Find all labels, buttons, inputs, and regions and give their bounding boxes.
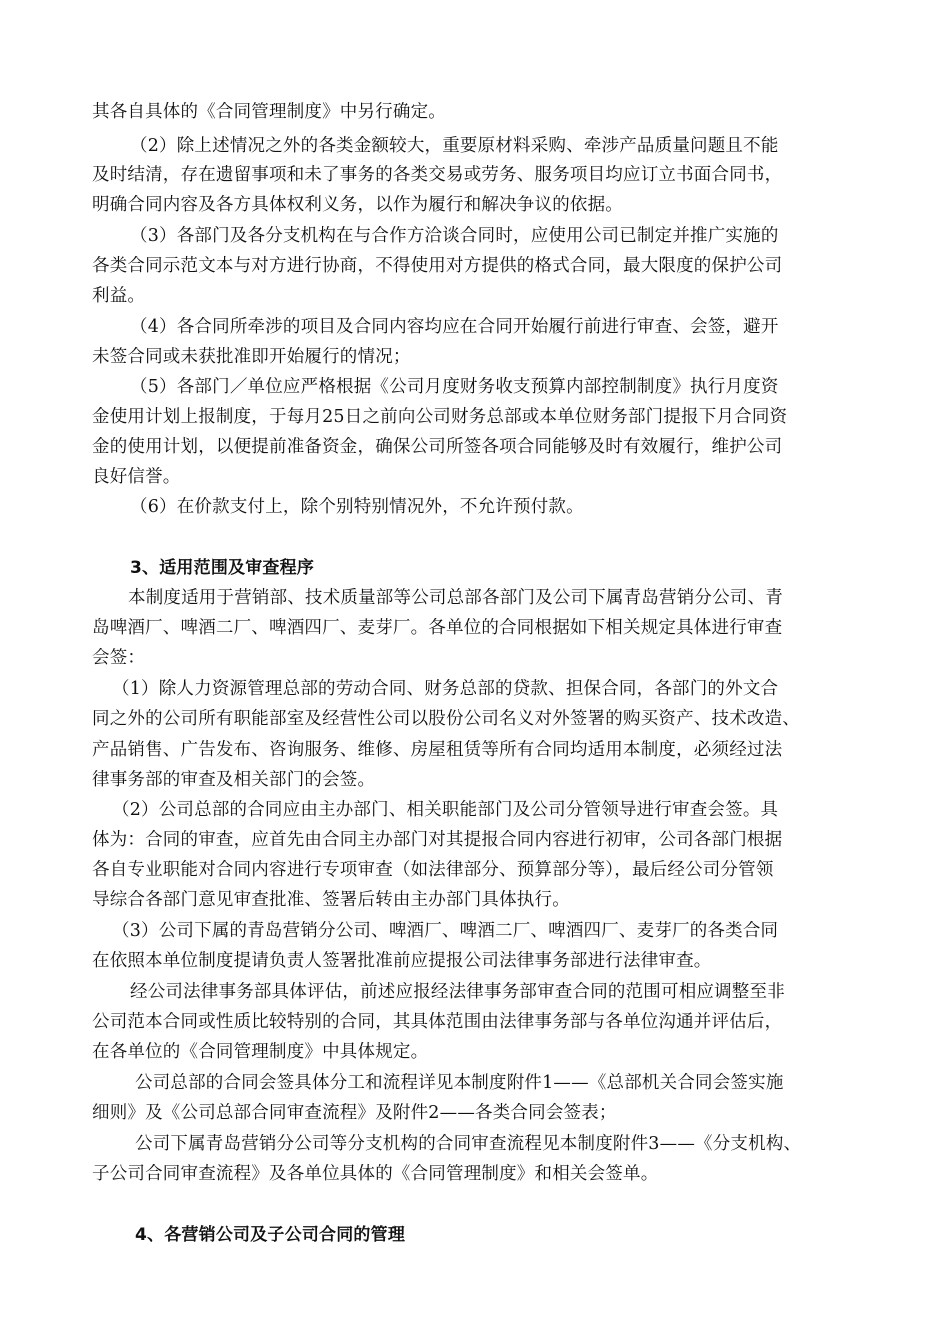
text-line: 经公司法律事务部具体评估，前述应报经法律事务部审查合同的范围可相应调整至非 (130, 982, 785, 1002)
text-line: 本制度适用于营销部、技术质量部等公司总部各部门及公司下属青岛营销分公司、青 (128, 588, 783, 608)
text-line: （2）公司总部的合同应由主办部门、相关职能部门及公司分管领导进行审查会签。具 (112, 800, 779, 820)
text-line: 其各自具体的《合同管理制度》中另行确定。 (92, 102, 446, 122)
text-line: 公司下属青岛营销分公司等分支机构的合同审查流程见本制度附件3——《分支机构、 (135, 1134, 802, 1154)
text-line: 公司总部的合同会签具体分工和流程详见本制度附件1——《总部机关合同会签实施 (135, 1073, 784, 1093)
text-line: （2）除上述情况之外的各类金额较大，重要原材料采购、牵涉产品质量问题且不能 (130, 136, 779, 156)
text-line: 岛啤酒厂、啤酒二厂、啤酒四厂、麦芽厂。各单位的合同根据如下相关规定具体进行审查 (92, 618, 783, 638)
section-heading-3: 3、适用范围及审查程序 (130, 558, 315, 578)
text-line: 金使用计划上报制度，于每月25日之前向公司财务总部或本单位财务部门提报下月合同资 (92, 407, 788, 427)
text-line: 体为：合同的审查，应首先由合同主办部门对其提报合同内容进行初审，公司各部门根据 (92, 830, 783, 850)
text-line: 子公司合同审查流程》及各单位具体的《合同管理制度》和相关会签单。 (92, 1164, 659, 1184)
text-line: （6）在价款支付上，除个别特别情况外，不允许预付款。 (130, 497, 584, 517)
text-line: （3）各部门及各分支机构在与合作方洽谈合同时，应使用公司已制定并推广实施的 (130, 226, 779, 246)
text-line: 律事务部的审查及相关部门的会签。 (92, 770, 376, 790)
text-line: 产品销售、广告发布、咨询服务、维修、房屋租赁等所有合同均适用本制度，必须经过法 (92, 740, 783, 760)
text-line: （1）除人力资源管理总部的劳动合同、财务总部的贷款、担保合同，各部门的外文合 (112, 679, 779, 699)
text-line: （3）公司下属的青岛营销分公司、啤酒厂、啤酒二厂、啤酒四厂、麦芽厂的各类合同 (112, 921, 779, 941)
text-line: （5）各部门／单位应严格根据《公司月度财务收支预算内部控制制度》执行月度资 (130, 377, 779, 397)
text-line: 各类合同示范文本与对方进行协商，不得使用对方提供的格式合同，最大限度的保护公司 (92, 256, 783, 276)
text-line: 及时结清，存在遗留事项和未了事务的各类交易或劳务、服务项目均应订立书面合同书， (92, 165, 783, 185)
text-line: 导综合各部门意见审查批准、签署后转由主办部门具体执行。 (92, 890, 570, 910)
section-heading-4: 4、各营销公司及子公司合同的管理 (135, 1225, 406, 1245)
text-line: 公司范本合同或性质比较特别的合同，其具体范围由法律事务部与各单位沟通并评估后， (92, 1012, 783, 1032)
text-line: 良好信誉。 (92, 467, 181, 487)
text-line: 在各单位的《合同管理制度》中具体规定。 (92, 1042, 429, 1062)
text-line: 在依照本单位制度提请负责人签署批准前应提报公司法律事务部进行法律审查。 (92, 951, 712, 971)
text-line: （4）各合同所牵涉的项目及合同内容均应在合同开始履行前进行审查、会签，避开 (130, 317, 779, 337)
text-line: 未签合同或未获批准即开始履行的情况； (92, 347, 411, 367)
text-line: 细则》及《公司总部合同审查流程》及附件2——各类合同会签表； (92, 1103, 617, 1123)
text-line: 同之外的公司所有职能部室及经营性公司以股份公司名义对外签署的购买资产、技术改造、 (92, 709, 800, 729)
text-line: 各自专业职能对合同内容进行专项审查（如法律部分、预算部分等），最后经公司分管领 (92, 860, 774, 880)
text-line: 会签： (92, 648, 146, 668)
text-line: 金的使用计划，以便提前准备资金，确保公司所签各项合同能够及时有效履行，维护公司 (92, 437, 783, 457)
text-line: 明确合同内容及各方具体权利义务，以作为履行和解决争议的依据。 (92, 195, 623, 215)
text-line: 利益。 (92, 286, 146, 306)
